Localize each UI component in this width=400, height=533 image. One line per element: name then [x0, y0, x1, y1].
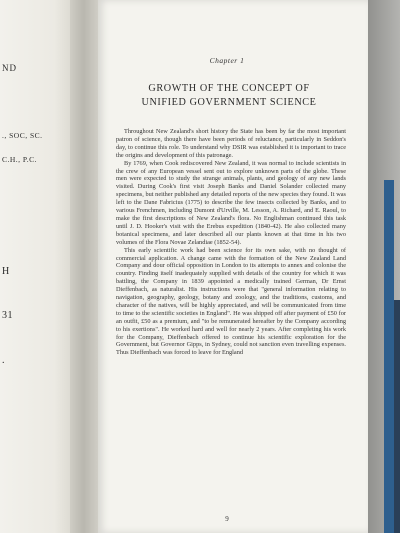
paragraph: This early scientific work had been science for its own sake, with no thought of commercial application. A change came with the formation of the New Zealand Land Company and dour official opposition in London to its attempts to annex and colonise the country. Finding itself inadequately supplied with details of the country for which it was battling, the Company in 1839 appointed a medically trained German, Dr Ernst Dieffenbach, as naturalist. His instructions were that "general information relating to navigation, geography, geology, botany and zoology, and the traditions, customs, and character of the natives, will be highly appreciated, and will be communicated from time to time to the scientific societies in England". He was shipped off after payment of £50 for an outfit, £50 as a premium, and "to be remunerated hereafter by the Company according to his exertions". He worked hard and well for nearly 2 years. After completing his work for the Company, Dieffenbach offered to continue his scientific exploration for the Government, but Governor Gipps, in Sydney, could not sanction even travelling expenses. Thus Dieffenbach was forced to leave for England: [116, 246, 346, 357]
left-page-fragment: 31: [2, 310, 13, 321]
chapter-title-line: UNIFIED GOVERNMENT SCIENCE: [141, 96, 317, 108]
background-desk: [366, 0, 400, 533]
chapter-label: Chapter 1: [209, 56, 245, 65]
left-page-fragment: ND: [2, 63, 17, 73]
left-page-fragment: ., SOC, SC.: [2, 131, 43, 140]
left-page: [0, 0, 78, 533]
left-page-fragment: .: [2, 355, 5, 366]
left-page-fragment: C.H., P.C.: [2, 155, 38, 164]
chapter-title-line: GROWTH OF THE CONCEPT OF: [148, 83, 310, 94]
book-cover-edge-dark: [394, 300, 400, 533]
left-page-fragment: H: [2, 266, 10, 277]
chapter-title: [102, 82, 356, 109]
page-number: 9: [225, 515, 229, 523]
right-page: [98, 0, 368, 533]
paragraph: By 1769, when Cook rediscovered New Zealand, it was normal to include scientists in the crew of any European vessel sent out to explore unknown parts of the globe. These men were expected to study the strange animals, plants, and geology of any new lands visited. During Cook's first visit Joseph Banks and Daniel Solander collected many specimens, but neither published any detailed reports of the new species they found. It was left to the Dane Fabricius (1775) to describe the few insects collected by Banks, and to various Frenchmen, including Dumont d'Urville, M. Lesson, A. Richard, and E. Raoul, to make the first descriptions of New Zealand's flora. No Englishman continued this task until J. D. Hooker's visit with the Erebus expedition (1840-42). He also collected many botanical specimens, and later described all our plants known at that time in his two volumes of the Flora Novae Zelandiae (1852-54).: [116, 159, 346, 246]
paragraph: Throughout New Zealand's short history the State has been by far the most important patron of science, though there have been periods of reluctance, particularly in Seddon's day, to continue this role. To understand why DSIR was established it is important to trace the origins and development of this patronage.: [116, 128, 346, 159]
book-cover-edge: [384, 180, 394, 533]
body-text: [116, 128, 346, 357]
